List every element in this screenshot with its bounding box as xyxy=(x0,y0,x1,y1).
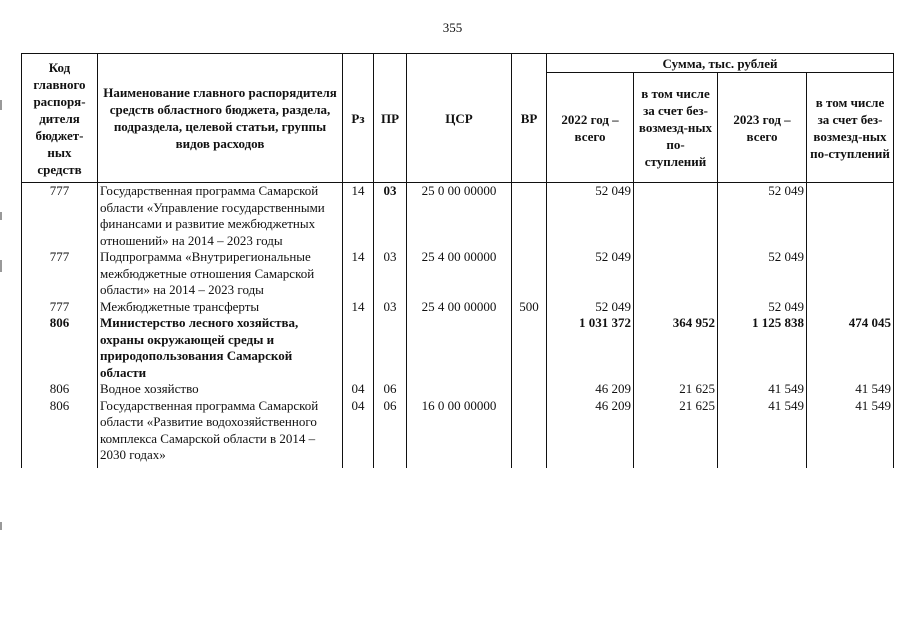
cell-name: Водное хозяйство xyxy=(98,381,343,398)
cell-2022-total: 46 209 xyxy=(547,398,634,468)
header-2022-free: в том числе за счет без-возмезд-ных по-ступлений xyxy=(634,73,718,183)
cell-pr: 03 xyxy=(374,299,407,316)
cell-rz: 14 xyxy=(343,299,374,316)
scan-mark xyxy=(0,212,2,220)
cell-rz: 04 xyxy=(343,381,374,398)
cell-2023-total: 41 549 xyxy=(718,381,807,398)
cell-rz xyxy=(343,315,374,381)
cell-2023-total: 52 049 xyxy=(718,183,807,250)
header-pr: ПР xyxy=(374,54,407,183)
cell-2022-total: 52 049 xyxy=(547,183,634,250)
cell-2022-free: 21 625 xyxy=(634,381,718,398)
cell-2023-free: 41 549 xyxy=(807,381,894,398)
cell-csr: 25 0 00 00000 xyxy=(407,183,512,250)
cell-2022-free: 21 625 xyxy=(634,398,718,468)
cell-pr: 06 xyxy=(374,381,407,398)
cell-csr: 25 4 00 00000 xyxy=(407,299,512,316)
cell-code: 806 xyxy=(22,398,98,468)
cell-2022-free xyxy=(634,249,718,299)
table-row xyxy=(22,183,894,250)
cell-rz: 04 xyxy=(343,398,374,468)
header-sum-group: Сумма, тыс. рублей xyxy=(547,54,894,73)
table-row xyxy=(22,249,894,299)
cell-name: Государственная программа Самарской области «Управление государственными финансами и развитие межбюджетных отношений» на 2014 – 2023 годы xyxy=(98,183,343,250)
cell-vr xyxy=(512,183,547,250)
cell-2023-total: 52 049 xyxy=(718,299,807,316)
cell-name: Подпрограмма «Внутрирегиональные межбюджетные отношения Самарской области» на 2014 – 2023 годы xyxy=(98,249,343,299)
cell-2022-free xyxy=(634,183,718,250)
scan-mark xyxy=(0,100,2,110)
header-rz: Рз xyxy=(343,54,374,183)
cell-pr: 03 xyxy=(374,249,407,299)
header-2022-total: 2022 год – всего xyxy=(547,73,634,183)
cell-code: 806 xyxy=(22,315,98,381)
cell-vr xyxy=(512,381,547,398)
cell-2022-free xyxy=(634,299,718,316)
cell-code: 777 xyxy=(22,249,98,299)
header-2023-free: в том числе за счет без-возмезд-ных по-ступлений xyxy=(807,73,894,183)
cell-rz: 14 xyxy=(343,249,374,299)
cell-pr xyxy=(374,315,407,381)
cell-code: 777 xyxy=(22,183,98,250)
header-vr: ВР xyxy=(512,54,547,183)
header-name: Наименование главного распорядителя средств областного бюджета, раздела, подраздела, целевой статьи, группы видов расходов xyxy=(98,54,343,183)
page-number: 355 xyxy=(442,20,463,35)
cell-2022-total: 46 209 xyxy=(547,381,634,398)
scan-mark xyxy=(0,522,2,530)
cell-pr: 06 xyxy=(374,398,407,468)
scan-mark xyxy=(0,260,2,272)
cell-csr xyxy=(407,315,512,381)
cell-2023-free xyxy=(807,299,894,316)
table-row xyxy=(22,315,894,381)
header-csr: ЦСР xyxy=(407,54,512,183)
cell-2023-free xyxy=(807,249,894,299)
cell-name: Государственная программа Самарской области «Развитие водохозяйственного комплекса Самарской области в 2014 – 2030 годах» xyxy=(98,398,343,468)
cell-csr xyxy=(407,381,512,398)
cell-code: 806 xyxy=(22,381,98,398)
cell-rz: 14 xyxy=(343,183,374,250)
table-row xyxy=(22,398,894,468)
cell-vr xyxy=(512,249,547,299)
cell-2022-total: 1 031 372 xyxy=(547,315,634,381)
cell-csr: 25 4 00 00000 xyxy=(407,249,512,299)
cell-vr xyxy=(512,315,547,381)
cell-2023-total: 41 549 xyxy=(718,398,807,468)
cell-2022-total: 52 049 xyxy=(547,299,634,316)
budget-table xyxy=(21,53,894,468)
cell-2023-total: 1 125 838 xyxy=(718,315,807,381)
cell-name: Межбюджетные трансферты xyxy=(98,299,343,316)
cell-2022-free: 364 952 xyxy=(634,315,718,381)
cell-csr: 16 0 00 00000 xyxy=(407,398,512,468)
cell-2023-free: 41 549 xyxy=(807,398,894,468)
cell-2023-total: 52 049 xyxy=(718,249,807,299)
cell-vr: 500 xyxy=(512,299,547,316)
cell-2022-total: 52 049 xyxy=(547,249,634,299)
cell-vr xyxy=(512,398,547,468)
table-row xyxy=(22,299,894,316)
cell-pr: 03 xyxy=(374,183,407,250)
table-row xyxy=(22,381,894,398)
header-2023-total: 2023 год – всего xyxy=(718,73,807,183)
cell-code: 777 xyxy=(22,299,98,316)
cell-name: Министерство лесного хозяйства, охраны окружающей среды и природопользования Самарской области xyxy=(98,315,343,381)
cell-2023-free: 474 045 xyxy=(807,315,894,381)
cell-2023-free xyxy=(807,183,894,250)
header-code: Код главного распоря-дителя бюджет-ных средств xyxy=(22,54,98,183)
